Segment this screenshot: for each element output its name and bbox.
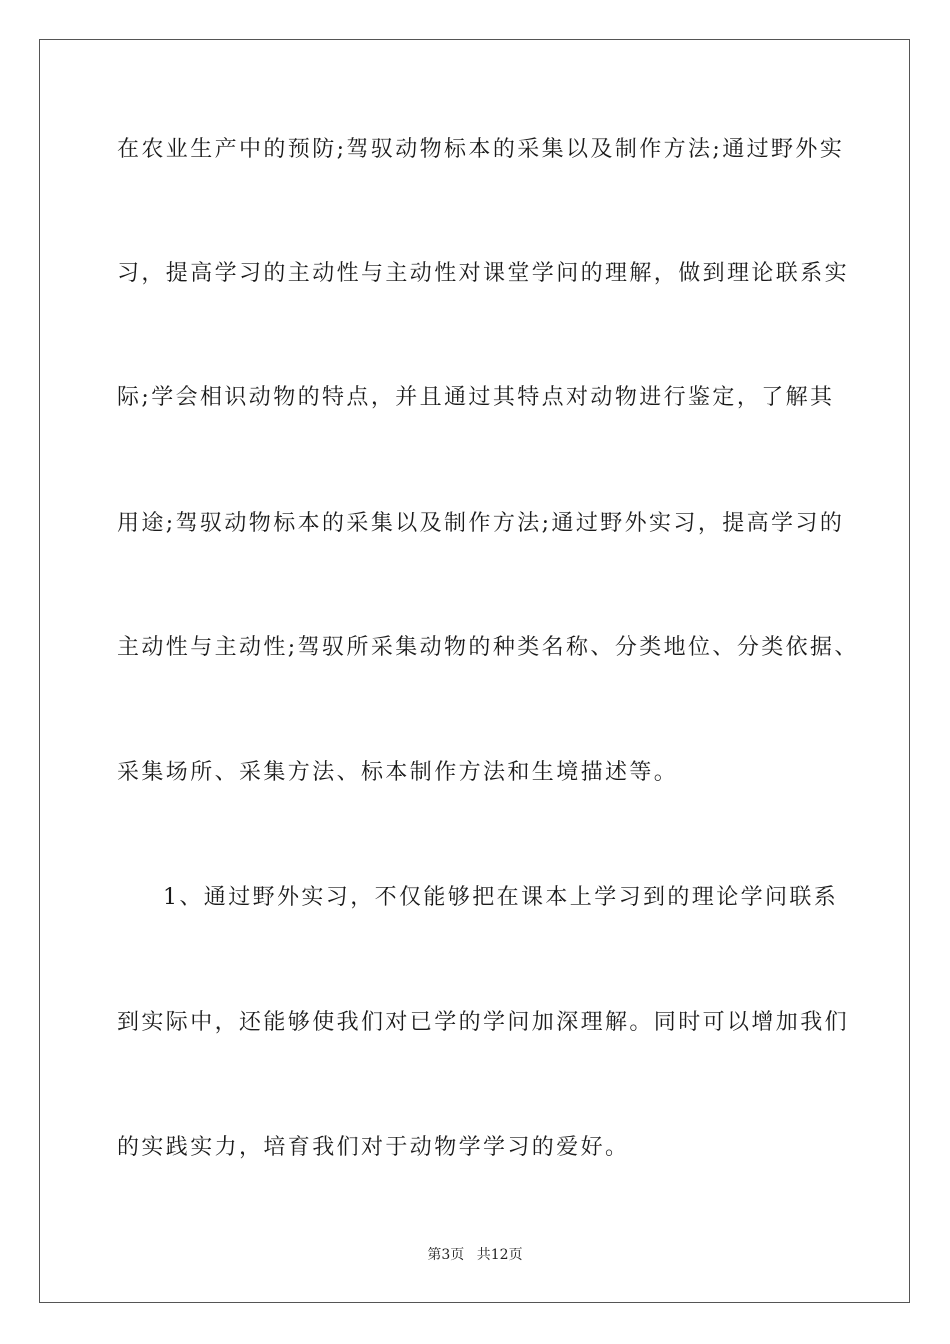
paragraph-1-line-5: 主动性与主动性;驾驭所采集动物的种类名称、分类地位、分类依据、 <box>117 635 859 660</box>
paragraph-1-line-6: 采集场所、采集方法、标本制作方法和生境描述等。 <box>117 760 679 785</box>
paragraph-2-line-1: 1、通过野外实习，不仅能够把在课本上学习到的理论学问联系 <box>163 885 839 910</box>
paragraph-1-line-3: 际;学会相识动物的特点，并且通过其特点对动物进行鉴定，了解其 <box>117 385 835 410</box>
paragraph-1-line-4: 用途;驾驭动物标本的采集以及制作方法;通过野外实习，提高学习的 <box>117 511 845 536</box>
page-footer <box>0 1246 950 1264</box>
paragraph-1-line-1: 在农业生产中的预防;驾驭动物标本的采集以及制作方法;通过野外实 <box>117 137 845 162</box>
total-pages: 共12页 <box>476 1247 523 1263</box>
page-number: 第3页 <box>427 1247 465 1263</box>
paragraph-2-line-2: 到实际中，还能够使我们对已学的学问加深理解。同时可以增加我们 <box>117 1010 850 1035</box>
paragraph-1-line-2: 习，提高学习的主动性与主动性对课堂学问的理解，做到理论联系实 <box>117 261 850 286</box>
page-border <box>39 39 910 1303</box>
paragraph-2-line-3: 的实践实力，培育我们对于动物学学习的爱好。 <box>117 1135 630 1160</box>
